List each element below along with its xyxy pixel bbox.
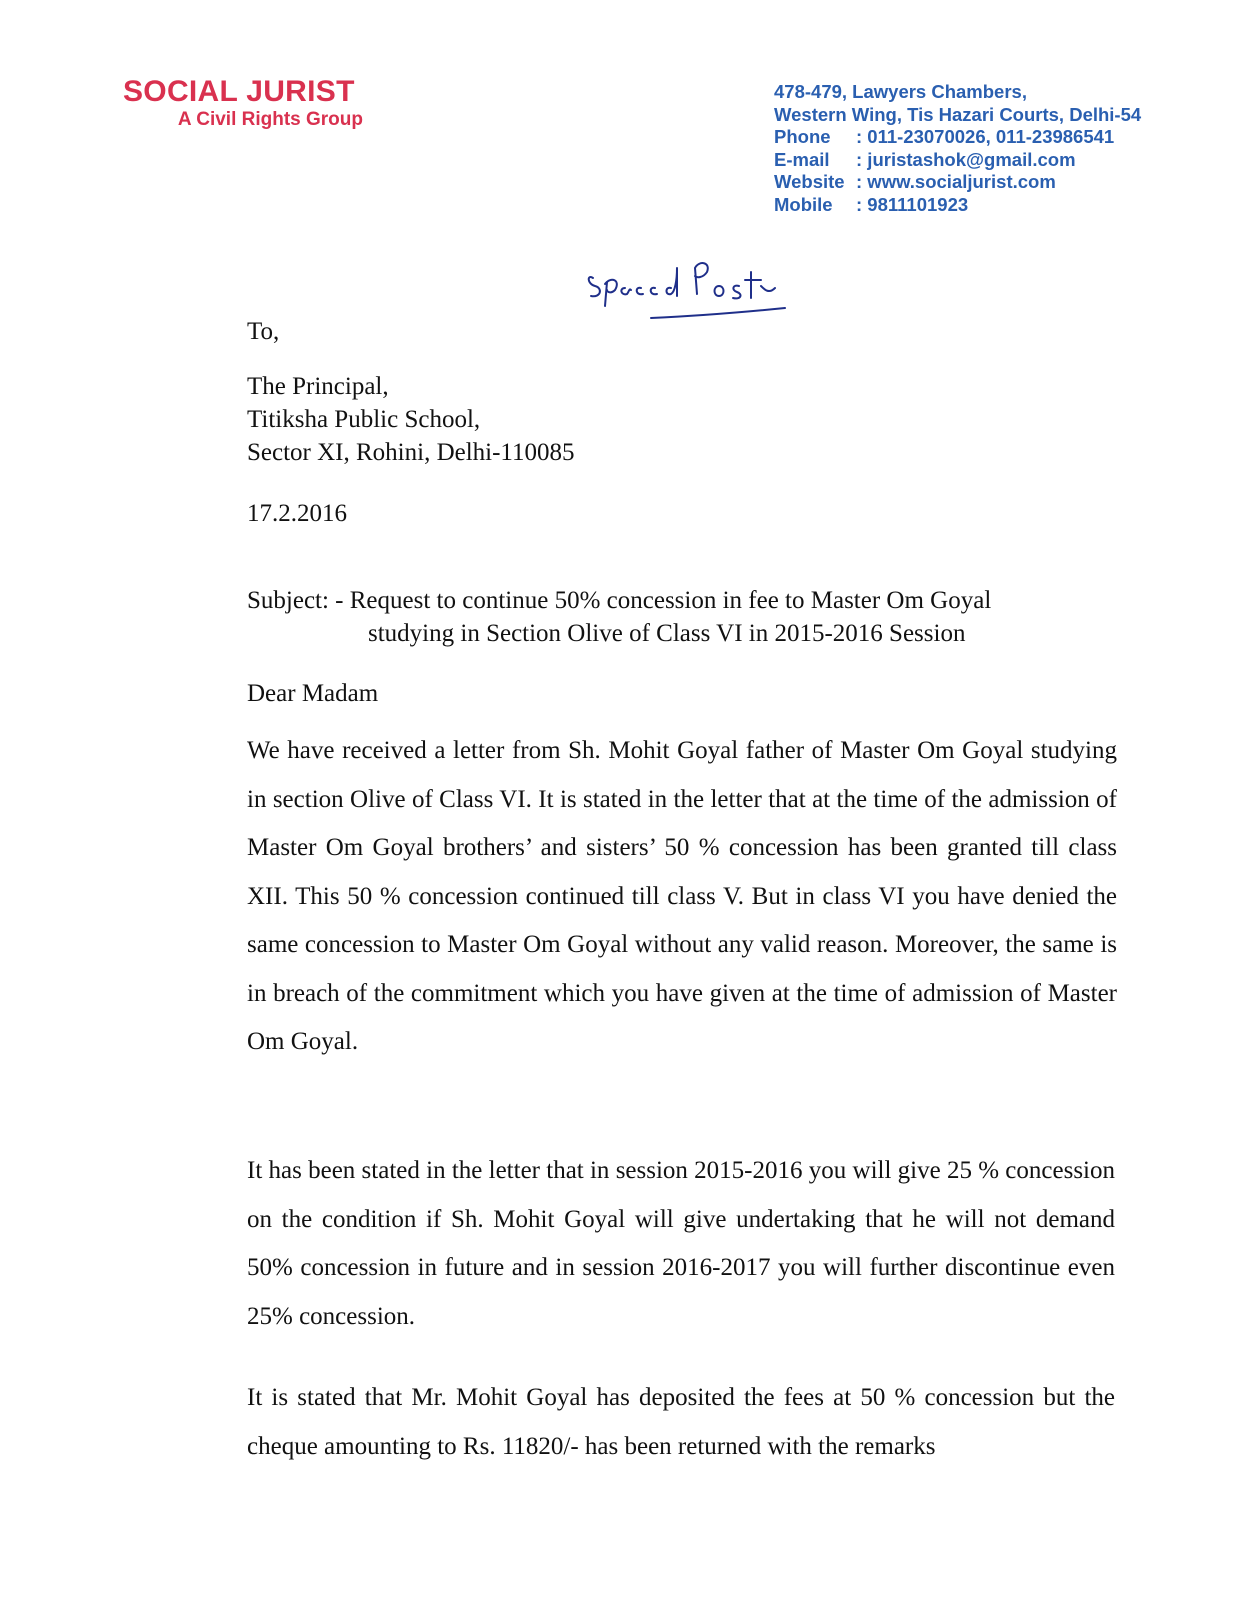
letterhead-brand <box>123 76 363 132</box>
address-line-2: Western Wing, Tis Hazari Courts, Delhi-54 <box>774 103 1142 125</box>
subject-line-1: Subject: - Request to continue 50% concession in fee to Master Om Goyal <box>247 587 992 614</box>
subject-block <box>247 584 1117 650</box>
website-value: : www.socialjurist.com <box>856 171 1056 192</box>
letter-date: 17.2.2016 <box>247 500 347 527</box>
mobile-label: Mobile <box>774 193 833 215</box>
phone-value: : 011-23070026, 011-23986541 <box>856 126 1115 147</box>
body-paragraph-2: It has been stated in the letter that in session 2015-2016 you will give 25 % concession on the condition if Sh. Mohit Goyal will give undertaking that he will not demand 50% concession in future and in session 2016-2017 you will further discontinue even 25% concession. <box>247 1157 1115 1330</box>
contact-block <box>774 81 1141 216</box>
address-line-1: 478-479, Lawyers Chambers, <box>774 81 1027 102</box>
addressee-line: Titiksha Public School, <box>247 406 481 433</box>
mobile-value: : 9811101923 <box>856 193 969 215</box>
body-paragraph-1: We have received a letter from Sh. Mohit Goyal father of Master Om Goyal studying in section Olive of Class VI. It is stated in the letter that at the time of the admission of Master Om Goyal brothers’ and sisters’ 50 % concession has been granted till class XII. This 50 % concession continued till class V. But in class VI you have denied the same concession to Master Om Goyal without any valid reason. Moreover, the same is in breach of the commitment which you have given at the time of admission of Master Om Goyal. <box>247 737 1117 1055</box>
phone-label: Phone <box>774 126 831 147</box>
email-value: : juristashok@gmail.com <box>856 148 1076 170</box>
org-name: SOCIAL JURIST <box>123 75 355 108</box>
email-label: E-mail <box>774 148 830 170</box>
addressee-block <box>247 370 1117 469</box>
salutation: Dear Madam <box>247 680 379 707</box>
email-row <box>774 149 1141 172</box>
recipient-salutation-to: To, <box>247 318 280 345</box>
website-row <box>774 171 1141 194</box>
subject-line-2: studying in Section Olive of Class VI in 2015-2016 Session <box>368 620 966 647</box>
addressee-line: Sector XI, Rohini, Delhi-110085 <box>247 439 575 466</box>
addressee-line: The Principal, <box>247 373 389 400</box>
body-paragraph-3: It is stated that Mr. Mohit Goyal has deposited the fees at 50 % concession but the cheque amounting to Rs. 11820/- has been returned with the remarks <box>247 1384 1115 1460</box>
org-tagline: A Civil Rights Group <box>177 109 363 130</box>
phone-row <box>774 126 1141 149</box>
website-label: Website <box>774 171 845 192</box>
speed-post-text: Speed Post <box>585 334 590 335</box>
mobile-row <box>774 194 1141 217</box>
